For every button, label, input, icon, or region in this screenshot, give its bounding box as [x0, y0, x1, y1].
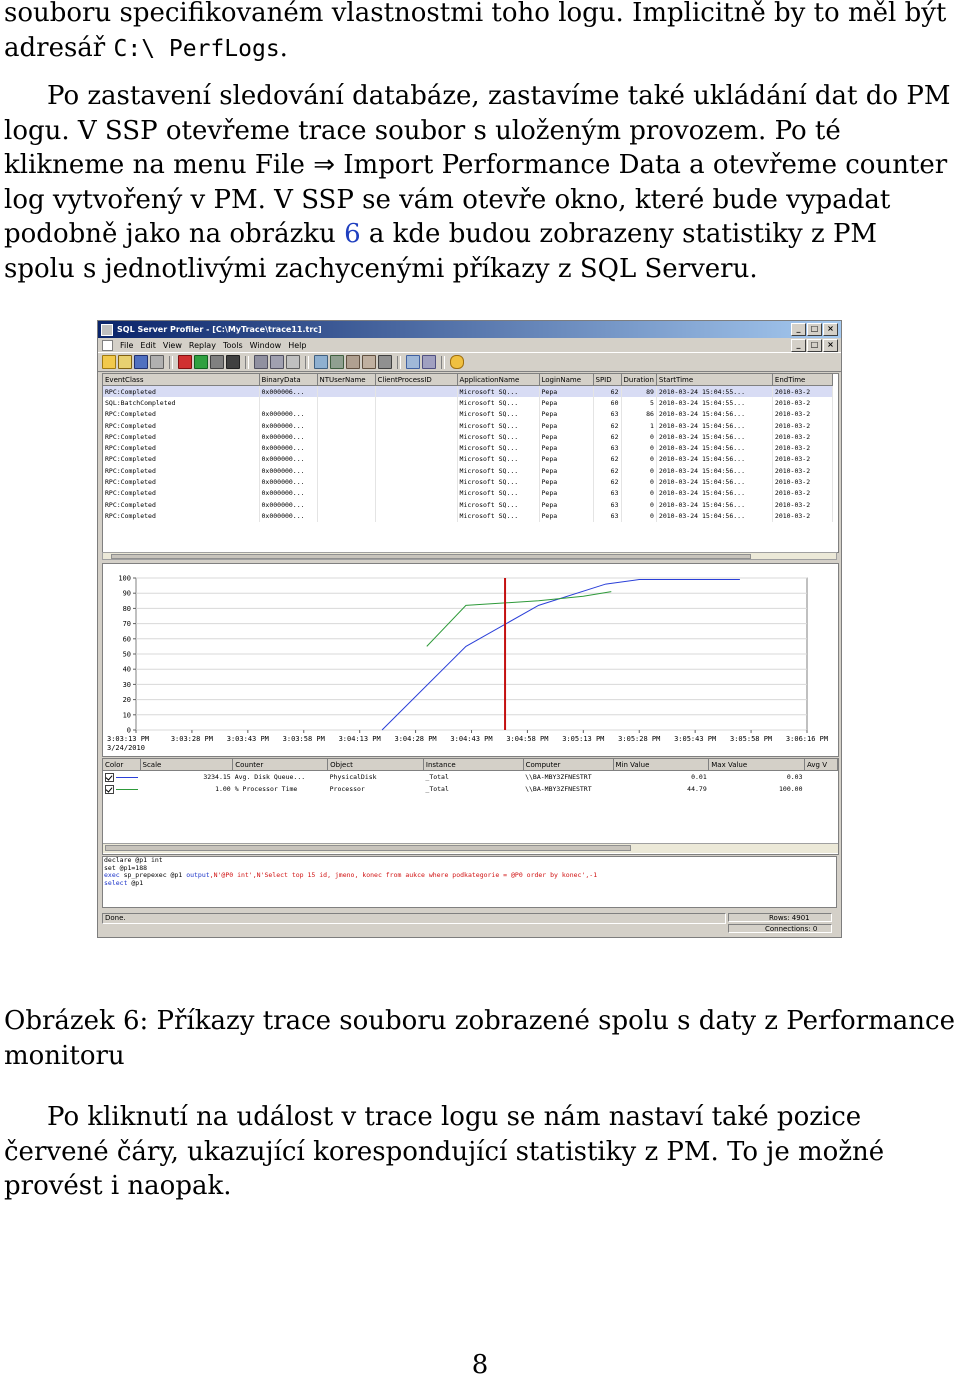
trace-column-header[interactable]: Duration	[621, 374, 656, 386]
x-tick-label: 3:04:58 PM	[506, 735, 549, 743]
menu-arrow-icon: ⇒	[313, 150, 336, 180]
new-trace-icon[interactable]	[102, 355, 116, 369]
table-cell: 62	[593, 476, 621, 487]
counter-color-swatch	[116, 777, 138, 778]
run-to-cursor-icon[interactable]	[270, 355, 284, 369]
table-cell: 63	[593, 510, 621, 521]
table-cell: 0	[621, 465, 656, 476]
table-cell	[375, 510, 457, 521]
table-cell	[375, 397, 457, 408]
table-cell: 2010-03-2	[772, 488, 832, 499]
open-icon[interactable]	[118, 355, 132, 369]
table-cell: Pepa	[539, 510, 593, 521]
table-cell: 89	[621, 386, 656, 398]
menu-edit[interactable]: Edit	[140, 340, 156, 350]
table-cell: RPC:Completed	[103, 488, 259, 499]
table-cell: Microsoft SQ...	[457, 510, 539, 521]
table-cell: 2010-03-2	[772, 409, 832, 420]
counter-column-header[interactable]: Color	[103, 759, 140, 771]
table-cell	[375, 465, 457, 476]
table-cell: 0x000000...	[259, 499, 317, 510]
table-cell: 2010-03-24 15:04:56...	[656, 488, 772, 499]
y-tick-label: 40	[122, 665, 131, 674]
paragraph-2	[4, 79, 956, 286]
sql-string: ,N'@P0 int',N'Select top 15 id, jmeno, konec from aukce where podkategorie = @P0 order by konec	[209, 871, 582, 880]
table-cell: 86	[621, 409, 656, 420]
properties-icon[interactable]	[150, 355, 164, 369]
table-cell: 2010-03-24 15:04:56...	[656, 476, 772, 487]
minimize-button[interactable]: _	[791, 323, 806, 336]
paragraph-2-text-a: Po zastavení sledování databáze, zastavíme také ukládání dat do PM logu. V SSP otevřeme trace soubor s uloženým provozem. Po té klikneme na menu File	[4, 81, 951, 180]
x-tick-label: 3:04:28 PM	[394, 735, 437, 743]
table-cell: 0	[621, 442, 656, 453]
profiler-window	[97, 320, 842, 938]
table-cell: RPC:Completed	[103, 386, 259, 398]
counter-counter-cell: Avg. Disk Queue...	[234, 773, 306, 781]
menu-help[interactable]: Help	[288, 340, 307, 350]
table-cell: 2010-03-2	[772, 454, 832, 465]
sql-text-pane[interactable]	[102, 856, 837, 908]
table-cell	[375, 488, 457, 499]
table-cell	[317, 420, 375, 431]
table-cell: 0	[621, 454, 656, 465]
clear-window-icon[interactable]	[330, 355, 344, 369]
table-cell: 2010-03-24 15:04:56...	[656, 442, 772, 453]
table-cell: 2010-03-24 15:04:55...	[656, 386, 772, 398]
trace-horizontal-scrollbar[interactable]	[102, 552, 837, 560]
x-tick-label: 3:03:13 PM	[107, 735, 150, 743]
table-cell	[317, 488, 375, 499]
table-cell: 2010-03-2	[772, 510, 832, 521]
table-cell: 63	[593, 409, 621, 420]
counter-avg-cell	[805, 771, 838, 784]
run-icon[interactable]	[194, 355, 208, 369]
x-tick-label: 3:05:13 PM	[562, 735, 605, 743]
table-row[interactable]	[103, 409, 832, 420]
table-cell: 2010-03-2	[772, 420, 832, 431]
close-button[interactable]: ×	[823, 323, 838, 336]
x-tick-label: 3:04:43 PM	[450, 735, 493, 743]
y-tick-label: 90	[122, 589, 131, 598]
table-cell: Pepa	[539, 409, 593, 420]
table-cell	[317, 465, 375, 476]
table-cell: 0x000000...	[259, 510, 317, 521]
table-row[interactable]	[103, 499, 832, 510]
paragraph-1	[4, 0, 956, 66]
counter-horizontal-scrollbar[interactable]	[103, 843, 838, 853]
table-cell	[317, 409, 375, 420]
table-cell: Microsoft SQ...	[457, 397, 539, 408]
paragraph-3-text: Po kliknutí na událost v trace logu se nám nastaví také pozice červené čáry, ukazující korespondující statistiky z PM. To je možné provést i naopak.	[4, 1102, 885, 1201]
counter-column-header[interactable]: Avg V	[805, 759, 838, 771]
table-cell: 0x000006...	[259, 386, 317, 398]
table-cell: 63	[593, 488, 621, 499]
table-cell: 2010-03-24 15:04:56...	[656, 431, 772, 442]
table-row[interactable]	[103, 510, 832, 521]
x-tick-label: 3:05:43 PM	[674, 735, 717, 743]
pause-icon[interactable]	[210, 355, 224, 369]
trace-column-header[interactable]: SPID	[593, 374, 621, 386]
performance-chart[interactable]	[102, 563, 839, 757]
table-cell: 0x000000...	[259, 465, 317, 476]
caption-text: Obrázek 6: Příkazy trace souboru zobrazené spolu s daty z Performance monitoru	[4, 1006, 955, 1071]
trace-header-row	[103, 374, 832, 386]
table-cell: Pepa	[539, 431, 593, 442]
toolbar	[98, 352, 841, 372]
table-cell: Microsoft SQ...	[457, 488, 539, 499]
table-cell: 62	[593, 386, 621, 398]
table-cell: Pepa	[539, 386, 593, 398]
y-tick-label: 20	[122, 696, 131, 705]
y-tick-label: 80	[122, 604, 131, 613]
table-row[interactable]	[103, 431, 832, 442]
table-cell: 1	[621, 420, 656, 431]
status-message: Done.	[102, 913, 726, 924]
menu-file[interactable]: File	[120, 340, 134, 350]
table-row[interactable]	[103, 476, 832, 487]
child-restore-button[interactable]: □	[807, 339, 822, 352]
counter-scrollbar-thumb[interactable]	[105, 845, 631, 851]
trace-column-header[interactable]: ApplicationName	[457, 374, 539, 386]
sql-keyword-output: output	[186, 871, 210, 880]
table-row[interactable]	[103, 488, 832, 499]
table-cell: 2010-03-2	[772, 386, 832, 398]
child-minimize-button[interactable]: _	[791, 339, 806, 352]
table-cell: 2010-03-24 15:04:56...	[656, 499, 772, 510]
table-row[interactable]	[103, 386, 832, 398]
window-title: SQL Server Profiler - [C:\MyTrace\trace11.trc]	[117, 325, 322, 334]
table-row[interactable]	[103, 397, 832, 408]
table-cell	[375, 454, 457, 465]
x-tick-label: 3:05:28 PM	[618, 735, 661, 743]
table-cell: 2010-03-2	[772, 476, 832, 487]
trace-column-header[interactable]: EventClass	[103, 374, 259, 386]
table-cell: RPC:Completed	[103, 431, 259, 442]
table-cell	[317, 510, 375, 521]
filter-icon[interactable]	[362, 355, 376, 369]
table-cell	[375, 386, 457, 398]
x-date-label: 3/24/2010	[107, 744, 145, 752]
status-rows: Rows: 4901	[728, 913, 832, 922]
counter-list[interactable]	[102, 758, 839, 855]
table-cell: 0	[621, 476, 656, 487]
table-cell: 62	[593, 431, 621, 442]
figure-caption	[4, 1004, 956, 1073]
table-cell: 0x000000...	[259, 431, 317, 442]
sql-keyword-select: select	[104, 878, 128, 887]
table-row[interactable]	[103, 442, 832, 453]
table-cell: RPC:Completed	[103, 442, 259, 453]
table-row[interactable]	[103, 454, 832, 465]
paragraph-1-line-1: souboru specifikovaném vlastnostmi toho logu. Implicitně by to měl být	[4, 0, 947, 28]
table-cell	[375, 409, 457, 420]
counter-column-header[interactable]: Min Value	[613, 759, 709, 771]
table-cell: 0	[621, 431, 656, 442]
counter-visible-checkbox[interactable]	[105, 773, 114, 782]
table-cell	[317, 386, 375, 398]
table-cell	[375, 499, 457, 510]
counter-visible-checkbox[interactable]	[105, 785, 114, 794]
table-cell: RPC:Completed	[103, 476, 259, 487]
table-cell: Microsoft SQ...	[457, 499, 539, 510]
table-cell: 2010-03-24 15:04:56...	[656, 510, 772, 521]
table-cell	[375, 442, 457, 453]
y-tick-label: 70	[122, 620, 131, 629]
page-number: 8	[471, 1350, 489, 1380]
table-cell: 63	[593, 499, 621, 510]
maximize-button[interactable]: □	[807, 323, 822, 336]
table-cell: Pepa	[539, 420, 593, 431]
counter-avg-cell	[805, 783, 838, 795]
x-tick-label: 3:04:13 PM	[338, 735, 381, 743]
toggle-breakpoint-icon[interactable]	[286, 355, 300, 369]
paragraph-1-end: .	[279, 32, 288, 63]
table-cell: Microsoft SQ...	[457, 409, 539, 420]
title-bar	[98, 321, 841, 338]
table-cell: Microsoft SQ...	[457, 420, 539, 431]
counter-min-cell: 0.01	[691, 773, 707, 781]
table-cell: 2010-03-2	[772, 442, 832, 453]
figure-reference-link[interactable]: 6	[344, 219, 361, 249]
counter-object-cell: PhysicalDisk	[329, 773, 377, 781]
table-cell: 2010-03-2	[772, 397, 832, 408]
table-cell: Pepa	[539, 465, 593, 476]
counter-color-cell[interactable]	[103, 783, 140, 795]
table-cell: RPC:Completed	[103, 454, 259, 465]
table-cell: Pepa	[539, 476, 593, 487]
management-studio-icon[interactable]	[422, 355, 436, 369]
table-cell: Pepa	[539, 499, 593, 510]
table-cell: 0	[621, 488, 656, 499]
template-icon[interactable]	[346, 355, 360, 369]
y-tick-label: 0	[126, 726, 131, 735]
counter-min-cell: 44.79	[687, 785, 707, 793]
counter-color-cell[interactable]	[103, 771, 140, 784]
table-cell: 62	[593, 454, 621, 465]
table-cell: SQL:BatchCompleted	[103, 397, 259, 408]
table-cell: Microsoft SQ...	[457, 386, 539, 398]
trace-column-header[interactable]: NTUserName	[317, 374, 375, 386]
sql-string-tail: ',-1	[581, 871, 598, 880]
table-cell: 2010-03-2	[772, 465, 832, 476]
table-cell	[375, 431, 457, 442]
counter-column-header[interactable]: Instance	[423, 759, 523, 771]
sql-proc: sp_prepexec @p1	[119, 871, 187, 880]
table-cell	[317, 397, 375, 408]
table-cell	[317, 431, 375, 442]
menu-window[interactable]: Window	[249, 340, 282, 350]
y-tick-label: 30	[122, 680, 131, 689]
counter-instance-cell: _Total	[425, 785, 449, 793]
table-cell: 2010-03-24 15:04:56...	[656, 465, 772, 476]
step-icon[interactable]	[254, 355, 268, 369]
sql-line-2: set @p1=188	[104, 863, 148, 872]
child-close-button[interactable]: ×	[823, 339, 838, 352]
app-icon	[101, 324, 113, 336]
table-cell: RPC:Completed	[103, 510, 259, 521]
sql-line-1: declare @p1 int	[104, 856, 163, 864]
x-tick-label: 3:05:58 PM	[730, 735, 773, 743]
counter-max-cell: 0.03	[786, 773, 803, 781]
table-cell: RPC:Completed	[103, 465, 259, 476]
trace-grid[interactable]	[102, 373, 839, 553]
table-cell	[317, 454, 375, 465]
table-cell: 62	[593, 465, 621, 476]
scrollbar-thumb[interactable]	[111, 554, 751, 559]
counter-computer-cell: \\BA-MBY3ZFNESTRT	[525, 773, 592, 781]
menu-view[interactable]: View	[162, 340, 182, 350]
table-cell: 0x000000...	[259, 454, 317, 465]
table-cell: 5	[621, 397, 656, 408]
counter-column-header[interactable]: Object	[328, 759, 424, 771]
table-cell: RPC:Completed	[103, 499, 259, 510]
table-cell: 0x000000...	[259, 420, 317, 431]
table-cell: 2010-03-2	[772, 499, 832, 510]
paragraph-3	[4, 1100, 956, 1204]
table-cell: 60	[593, 397, 621, 408]
menu-tools[interactable]: Tools	[222, 340, 243, 350]
paragraph-1-text: adresář	[4, 32, 114, 63]
counter-row[interactable]	[103, 783, 838, 795]
table-cell: Pepa	[539, 397, 593, 408]
y-tick-label: 50	[122, 650, 131, 659]
table-cell: 2010-03-24 15:04:55...	[656, 397, 772, 408]
status-bar	[98, 912, 842, 936]
table-cell	[317, 499, 375, 510]
table-cell	[317, 476, 375, 487]
paragraph-2-text-b: Import Performance Data a otevřeme counter log vytvořený v PM. V SSP se vám otevře okno, které bude vypadat podobně jako na obrázku	[4, 150, 948, 249]
table-cell: 0x000000...	[259, 476, 317, 487]
x-tick-label: 3:03:43 PM	[226, 735, 269, 743]
path-code: C:\ PerfLogs	[113, 35, 280, 62]
paragraph-2-text-c: a kde budou zobrazeny statistiky z PM spolu s jednotlivými zachycenými příkazy z SQL Serveru.	[4, 219, 878, 284]
counter-header-row	[103, 759, 838, 771]
menu-replay[interactable]: Replay	[188, 340, 216, 350]
sql-keyword-exec: exec	[104, 871, 120, 880]
counter-column-header[interactable]: Computer	[523, 759, 613, 771]
menu-bar	[98, 338, 841, 352]
x-tick-label: 3:06:16 PM	[785, 735, 829, 743]
table-cell: 2010-03-24 15:04:56...	[656, 454, 772, 465]
table-cell: Pepa	[539, 442, 593, 453]
trace-column-header[interactable]: ClientProcessID	[375, 374, 457, 386]
counter-max-cell: 100.00	[779, 785, 803, 793]
table-cell	[317, 442, 375, 453]
counter-column-header[interactable]: Scale	[140, 759, 233, 771]
sql-select-var: @p1	[127, 878, 144, 887]
counter-computer-cell: \\BA-MBY3ZFNESTRT	[525, 785, 592, 793]
counter-object-cell: Processor	[329, 785, 365, 793]
table-cell: Pepa	[539, 454, 593, 465]
save-icon[interactable]	[134, 355, 148, 369]
find-icon[interactable]	[314, 355, 328, 369]
table-cell: 2010-03-24 15:04:56...	[656, 420, 772, 431]
table-row[interactable]	[103, 420, 832, 431]
status-connections: Connections: 0	[728, 924, 832, 933]
counter-instance-cell: _Total	[425, 773, 449, 781]
stop-icon[interactable]	[226, 355, 240, 369]
table-cell: 63	[593, 442, 621, 453]
table-row[interactable]	[103, 465, 832, 476]
counter-row[interactable]	[103, 771, 838, 784]
counter-counter-cell: % Processor Time	[234, 785, 298, 793]
database-tuning-icon[interactable]	[406, 355, 420, 369]
document-icon	[102, 340, 113, 351]
y-tick-label: 10	[122, 711, 131, 720]
counter-column-header[interactable]: Counter	[233, 759, 328, 771]
table-cell	[259, 397, 317, 408]
table-cell: Pepa	[539, 488, 593, 499]
y-tick-label: 100	[118, 574, 131, 583]
table-cell: RPC:Completed	[103, 409, 259, 420]
counter-color-swatch	[116, 789, 138, 790]
trace-column-header[interactable]: BinaryData	[259, 374, 317, 386]
table-cell: 62	[593, 420, 621, 431]
replay-icon[interactable]	[178, 355, 192, 369]
table-cell	[375, 420, 457, 431]
trace-column-header[interactable]: EndTime	[772, 374, 832, 386]
help-icon[interactable]	[450, 355, 464, 369]
table-cell: 0x000000...	[259, 488, 317, 499]
table-cell: Microsoft SQ...	[457, 442, 539, 453]
table-cell: Microsoft SQ...	[457, 476, 539, 487]
trace-column-header[interactable]: LoginName	[539, 374, 593, 386]
x-tick-label: 3:03:58 PM	[282, 735, 325, 743]
table-cell: Microsoft SQ...	[457, 454, 539, 465]
counter-scale-cell: 1.00	[215, 785, 231, 793]
counter-column-header[interactable]: Max Value	[709, 759, 805, 771]
sql-line-3	[104, 872, 836, 880]
bookmark-icon[interactable]	[378, 355, 392, 369]
table-cell: 2010-03-24 15:04:56...	[656, 409, 772, 420]
table-cell	[375, 476, 457, 487]
trace-column-header[interactable]: StartTime	[656, 374, 772, 386]
table-cell: RPC:Completed	[103, 420, 259, 431]
table-cell: 0	[621, 499, 656, 510]
x-tick-label: 3:03:28 PM	[170, 735, 213, 743]
y-tick-label: 60	[122, 635, 131, 644]
table-cell: Microsoft SQ...	[457, 431, 539, 442]
table-cell: 0x000000...	[259, 409, 317, 420]
table-cell: 0x000000...	[259, 442, 317, 453]
table-cell: Microsoft SQ...	[457, 465, 539, 476]
sql-line-4	[104, 880, 836, 888]
table-cell: 0	[621, 510, 656, 521]
performance-chart-svg	[103, 564, 836, 754]
table-cell: 2010-03-2	[772, 431, 832, 442]
counter-scale-cell: 3234.15	[203, 773, 231, 781]
